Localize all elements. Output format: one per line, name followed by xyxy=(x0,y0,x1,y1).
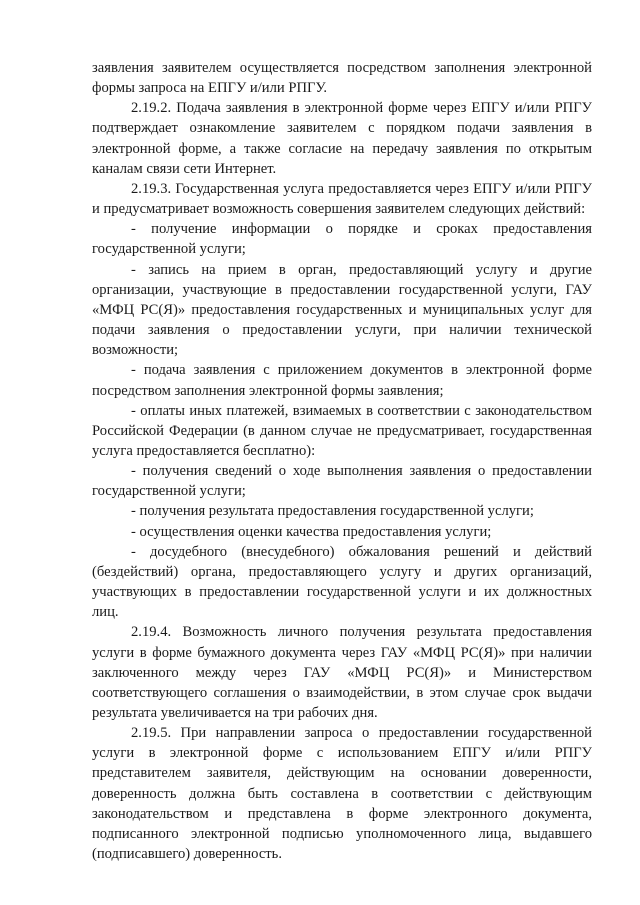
list-item-payments: - оплаты иных платежей, взимаемых в соответствии с законодательством Российской Федерации (в данном случае не предусматривает, государственная услуга предоставляется бесплатно): xyxy=(92,402,592,459)
paragraph-2-19-3: 2.19.3. Государственная услуга предоставляется через ЕПГУ и/или РПГУ и предусматривает возможность совершения заявителем следующих действий: xyxy=(92,180,592,218)
paragraph-2-19-5: 2.19.5. При направлении запроса о предоставлении государственной услуги в электронной форме с использованием ЕПГУ и/или РПГУ представителем заявителя, действующим на основании доверенности, доверенность должна быть составлена в соответствии с действующим законодательством и представлена в форме электронного документа, подписанного электронной подписью уполномоченного лица, выдавшего (подписавшего) доверенность. xyxy=(92,725,592,863)
list-item-result: - получения результата предоставления государственной услуги; xyxy=(131,503,534,520)
paragraph-2-19-4: 2.19.4. Возможность личного получения результата предоставления услуги в форме бумажного документа через ГАУ «МФЦ РС(Я)» при наличии заключенного между через ГАУ «МФЦ РС(Я)» и Министерством соответствующего соглашения о взаимодействии, в этом случае срок выдачи результата увеличивается на три рабочих дня. xyxy=(92,624,592,721)
list-item-info: - получение информации о порядке и сроках предоставления государственной услуги; xyxy=(92,221,592,258)
list-item-appointment: - запись на прием в орган, предоставляющий услугу и другие организации, участвующие в предоставлении государственной услуги, ГАУ «МФЦ РС(Я)» предоставления государственных и муниципальных услуг для подачи заявления о предоставлении услуги, при наличии технической возможности; xyxy=(92,261,592,359)
list-item-quality: - осуществления оценки качества предоставления услуги; xyxy=(131,523,492,540)
list-item-submission: - подача заявления с приложением документов в электронной форме посредством заполнения электронной формы заявления; xyxy=(92,362,592,399)
list-item-appeal: - досудебного (внесудебного) обжалования решений и действий (бездействий) органа, предоставляющего услугу и других организаций, участвующих в предоставлении государственной услуги и их должностных лиц. xyxy=(92,543,592,621)
paragraph-2-19-2: 2.19.2. Подача заявления в электронной форме через ЕПГУ и/или РПГУ подтверждает ознакомление заявителем с порядком подачи заявления в электронной форме, а также согласие на передачу заявления по открытым каналам связи сети Интернет. xyxy=(92,100,592,177)
list-item-status: - получения сведений о ходе выполнения заявления о предоставлении государственной услуги; xyxy=(92,463,592,500)
document-page xyxy=(92,58,592,864)
paragraph-continuation: заявления заявителем осуществляется посредством заполнения электронной формы запроса на ЕПГУ и/или РПГУ. xyxy=(92,60,592,97)
